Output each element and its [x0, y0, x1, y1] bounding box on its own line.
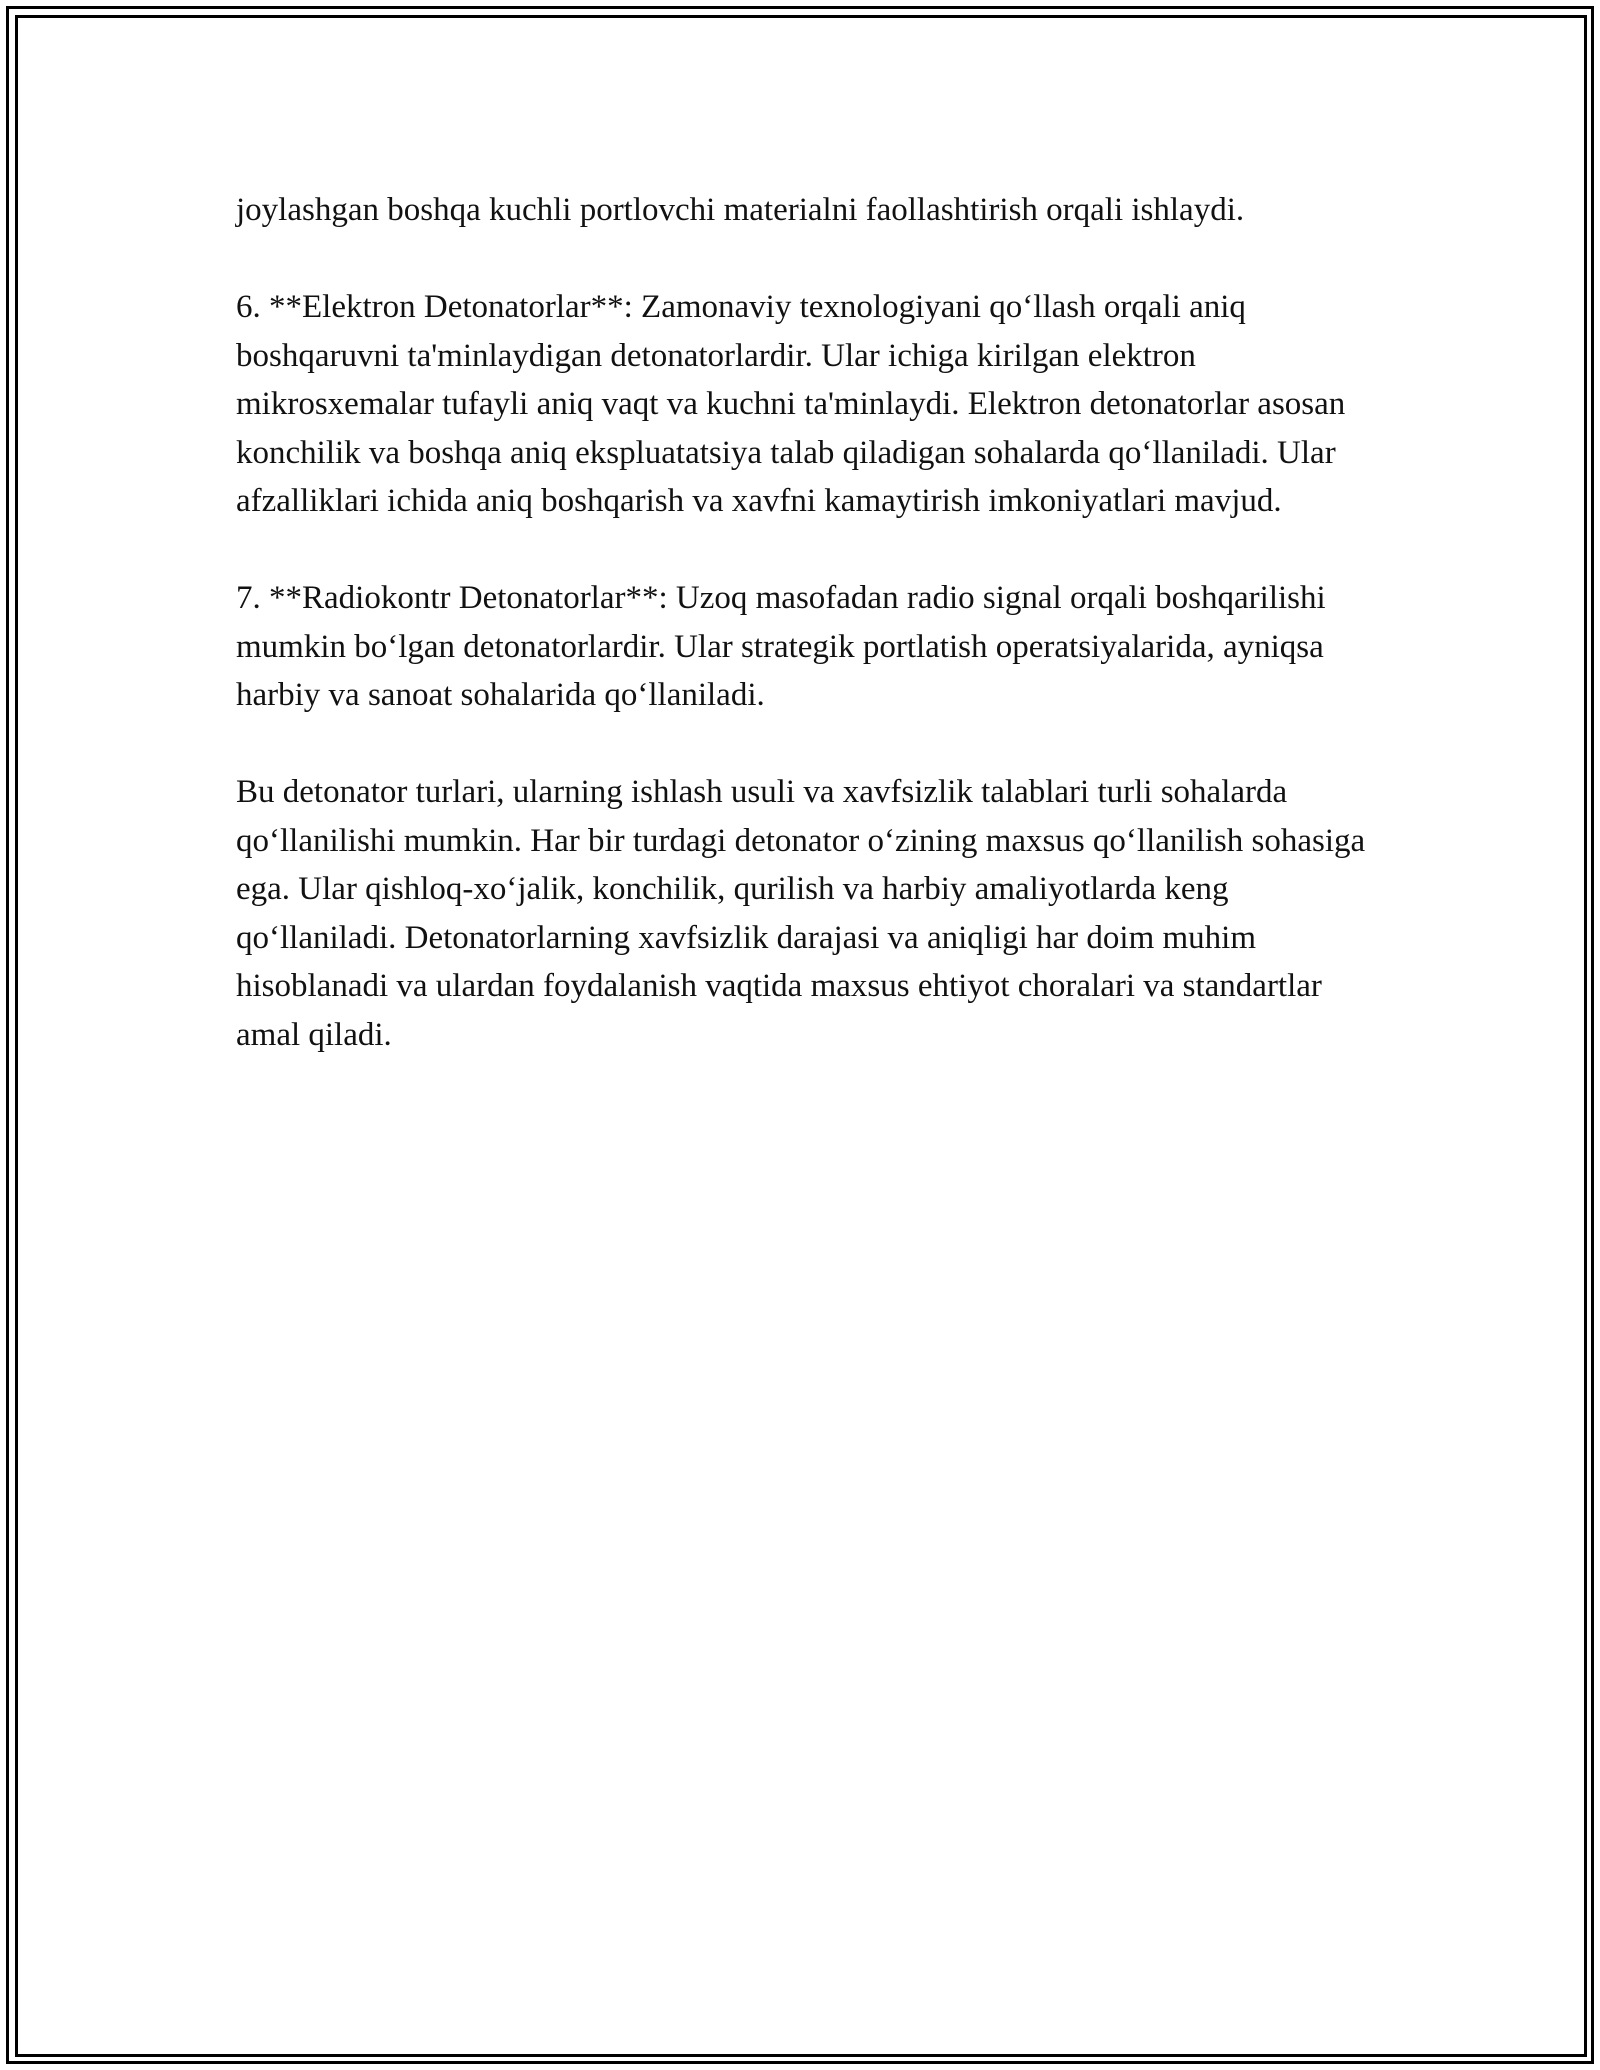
paragraph-continuation: joylashgan boshqa kuchli portlovchi materialni faollashtirish orqali ishlaydi. — [236, 192, 1245, 228]
document-body — [236, 186, 1386, 1108]
paragraph-conclusion: Bu detonator turlari, ularning ishlash usuli va xavfsizlik talablari turli sohalarda qo‘llanilishi mumkin. Har bir turdagi detonator o‘zining maxsus qo‘llanilish sohasiga ega. Ular qishloq-xo‘jalik, konchilik, qurilish va harbiy amaliyotlarda keng qo‘llaniladi. Detonatorlarning xavfsizlik darajasi va aniqligi har doim muhim hisoblanadi va ulardan foydalanish vaqtida maxsus ehtiyot choralari va standartlar amal qiladi. — [236, 774, 1366, 1053]
paragraph-radio-detonators: 7. **Radiokontr Detonatorlar**: Uzoq masofadan radio signal orqali boshqarilishi mumkin bo‘lgan detonatorlardir. Ular strategik portlatish operatsiyalarida, ayniqsa harbiy va sanoat sohalarida qo‘llaniladi. — [236, 580, 1326, 713]
paragraph-electronic-detonators: 6. **Elektron Detonatorlar**: Zamonaviy texnologiyani qo‘llash orqali aniq boshqaruvni ta'minlaydigan detonatorlardir. Ular ichiga kirilgan elektron mikrosxemalar tufayli aniq vaqt va kuchni ta'minlaydi. Elektron detonatorlar asosan konchilik va boshqa aniq ekspluatatsiya talab qiladigan sohalarda qo‘llaniladi. Ular afzalliklari ichida aniq boshqarish va xavfni kamaytirish imkoniyatlari mavjud. — [236, 289, 1346, 519]
